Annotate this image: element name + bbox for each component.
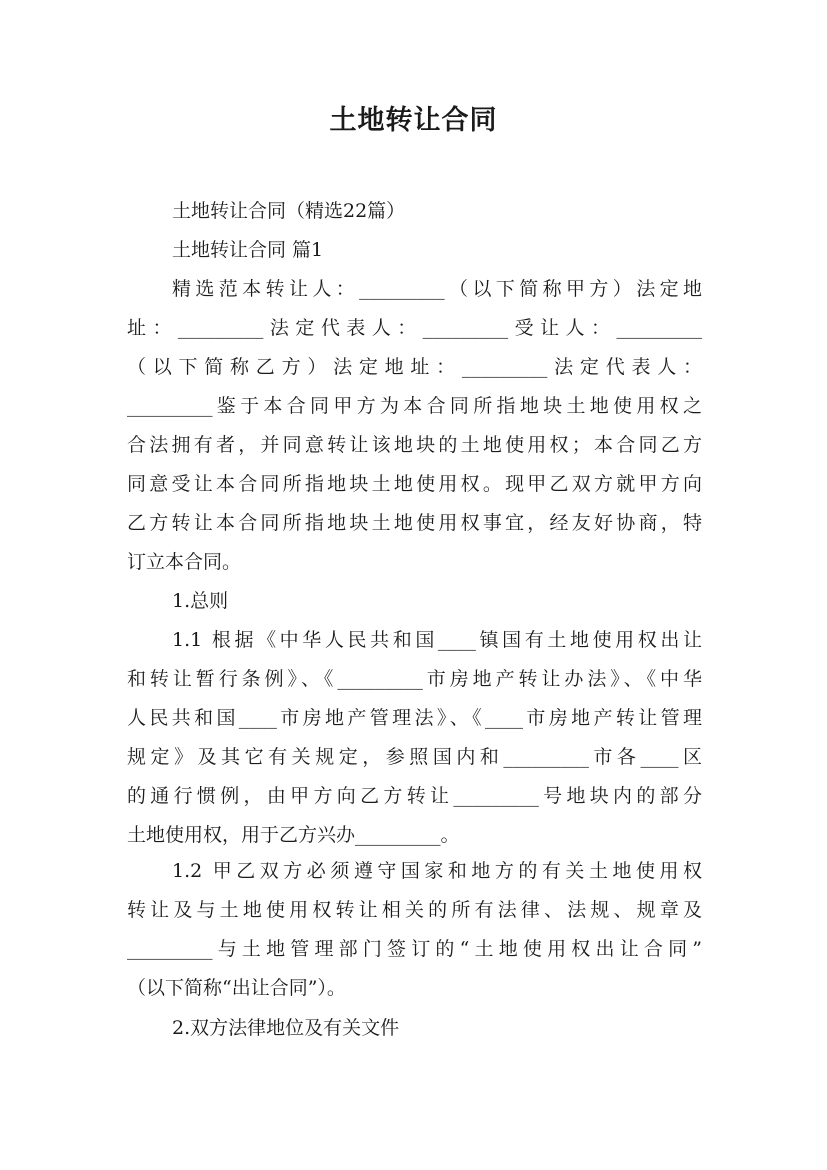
paragraph-line: 土地使用权，用于乙方兴办_________。 <box>127 824 460 846</box>
section-heading: 土地转让合同 篇1 <box>172 239 324 261</box>
paragraph-line: 1.2 甲乙双方必须遵守国家和地方的有关土地使用权 <box>172 860 702 882</box>
paragraph-line: 同意受让本合同所指地块土地使用权。现甲乙双方就甲方向 <box>127 473 702 495</box>
paragraph-line: 订立本合同。 <box>127 551 242 573</box>
paragraph-line: 转让及与土地使用权转让相关的所有法律、法规、规章及 <box>127 899 702 921</box>
paragraph-line: _________鉴于本合同甲方为本合同所指地块土地使用权之 <box>127 395 702 417</box>
paragraph-line: 合法拥有者，并同意转让该地块的土地使用权；本合同乙方 <box>127 434 702 456</box>
paragraph-line: 精选范本转让人：_________（以下简称甲方）法定地 <box>172 278 702 300</box>
section-heading: 2.双方法律地位及有关文件 <box>172 1017 400 1039</box>
paragraph-line: 址：_________法定代表人：_________受让人：_________ <box>127 317 702 339</box>
paragraph-line: 的通行惯例，由甲方向乙方转让_________号地块内的部分 <box>127 785 702 807</box>
paragraph-line: 1.1 根据《中华人民共和国____镇国有土地使用权出让 <box>172 629 702 651</box>
document-title: 土地转让合同 <box>329 105 498 136</box>
paragraph-line: （以下简称“出让合同”）。 <box>127 977 346 999</box>
section-heading: 1.总则 <box>172 590 229 612</box>
subtitle-line: 土地转让合同（精选22篇） <box>172 200 406 222</box>
paragraph-line: _________与土地管理部门签订的“土地使用权出让合同” <box>127 938 702 960</box>
paragraph-line: 人民共和国____市房地产管理法》、《____市房地产转让管理 <box>127 707 702 729</box>
paragraph-line: 和转让暂行条例》、《_________市房地产转让办法》、《中华 <box>127 668 702 690</box>
paragraph-line: （以下简称乙方）法定地址：_________法定代表人： <box>127 356 702 378</box>
paragraph-line: 规定》及其它有关规定，参照国内和_________市各____区 <box>127 746 702 768</box>
paragraph-line: 乙方转让本合同所指地块土地使用权事宜，经友好协商，特 <box>127 512 702 534</box>
